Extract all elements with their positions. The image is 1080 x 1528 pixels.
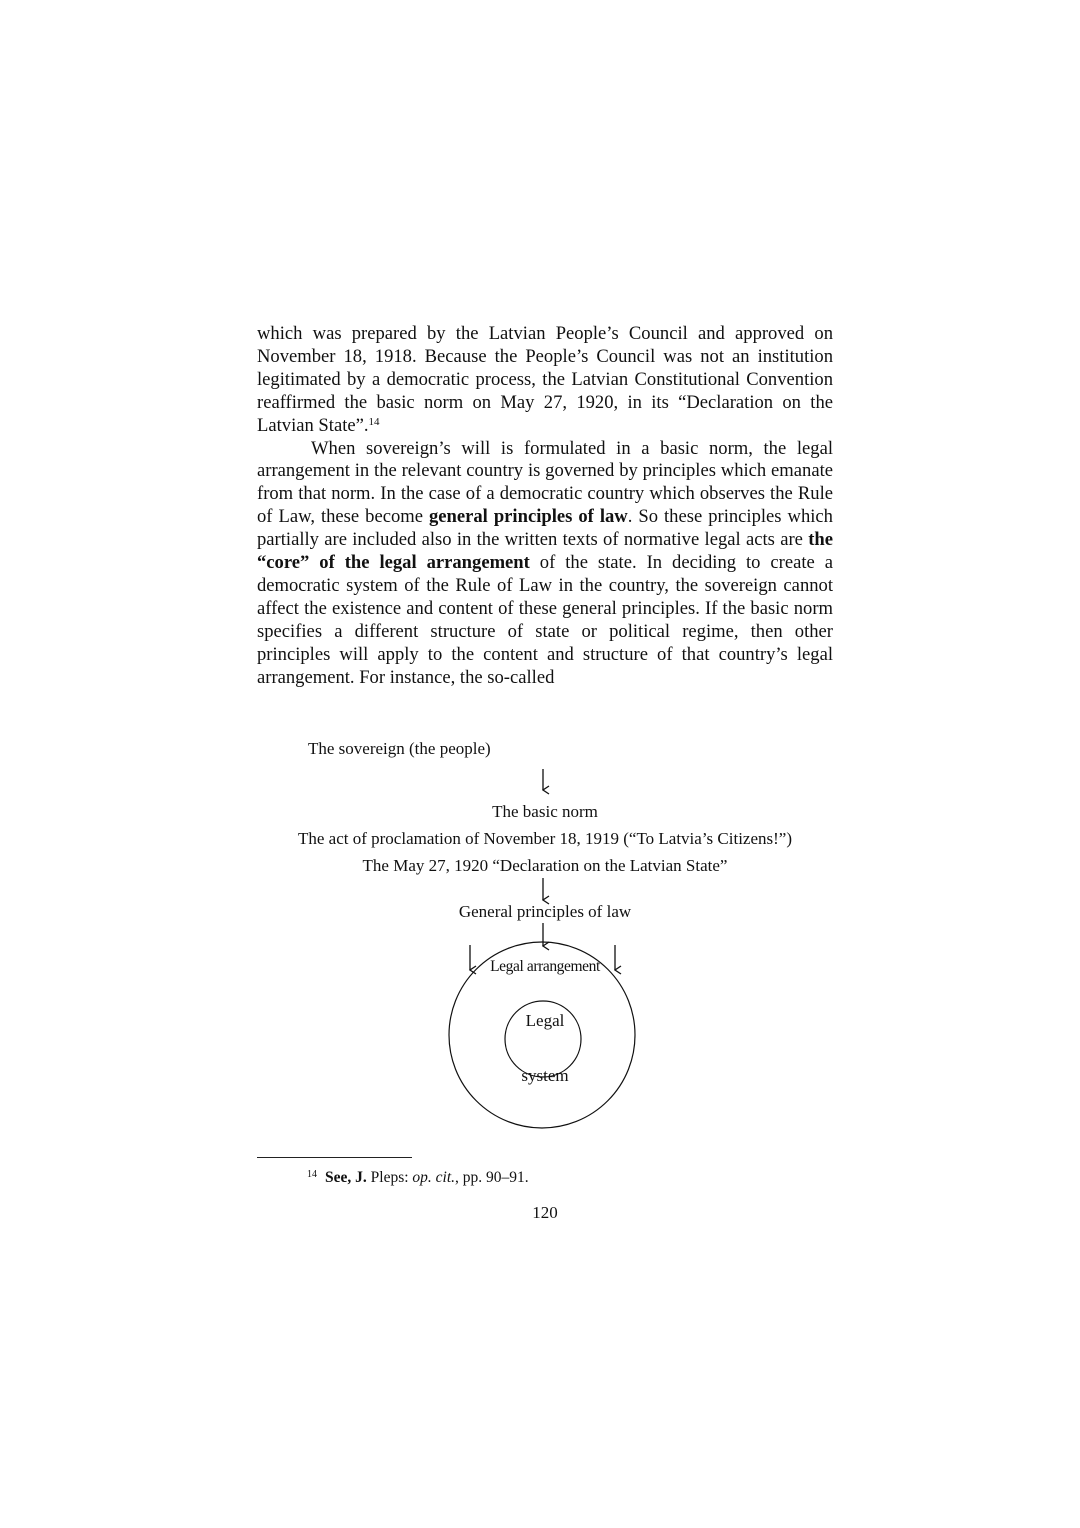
legal-system-circle [505,1001,581,1077]
diagram-legal-arrangement: Legal arrangement [490,958,600,975]
paragraph-2-part-3: of the state. In deciding to create a democratic system of the Rule of Law in the country, the sovereign cannot affect the existence and content of these general principles. If the basic norm specifies a different structure of state or political regime, then other principles will apply to the content and structure of that country’s legal arrangement. For instance, the so-called [257,552,833,688]
footnote-number: 14 [307,1169,317,1180]
footnote-reference[interactable]: 14 [368,415,380,428]
footnote-pages: , pp. 90–91. [455,1169,529,1186]
legal-arrangement-circle [449,942,635,1128]
bold-general-principles: general principles of law [428,506,628,528]
footnote-bold: See, J. [325,1169,367,1186]
paragraph-2-part-2: . So these principles which partially are included also in the written texts of normative legal acts are [257,506,833,551]
paragraph-1-text: which was prepared by the Latvian People’s Council and approved on November 18, 1918. Because the People’s Council was not an institution legitimated by a democratic process, the Latvian Constitutional Convention reaffirmed the basic norm on May 27, 1920, in its “Declaration on the Latvian State”. [257,323,833,436]
paragraph-1 [257,323,833,438]
paragraph-2 [257,438,833,690]
diagram-basic-norm: The basic norm [492,802,598,821]
page-number: 120 [532,1203,558,1222]
diagram-legal-system-bottom: system [521,1066,569,1085]
diagram-legal-system-top: Legal [525,1011,565,1030]
footnote-14 [307,1168,529,1188]
footnote-italic: op. cit. [412,1169,456,1186]
diagram-declaration: The May 27, 1920 “Declaration on the Latvian State” [362,856,728,875]
footnote-separator [257,1157,412,1158]
body-text [257,323,833,690]
bold-core-of-legal-arrangement: the “core” of the legal arrangement [257,529,833,574]
diagram-sovereign: The sovereign (the people) [308,739,491,758]
diagram-act-of-proclamation: The act of proclamation of November 18, 1919 (“To Latvia’s Citizens!”) [297,829,793,848]
footnote-author: Pleps: [366,1169,413,1186]
diagram-general-principles: General principles of law [458,902,632,921]
paragraph-2-part-1: When sovereign’s will is formulated in a basic norm, the legal arrangement in the relevant country is governed by principles which emanate from that norm. In the case of a democratic country which observes the Rule of Law, these become [257,437,833,528]
